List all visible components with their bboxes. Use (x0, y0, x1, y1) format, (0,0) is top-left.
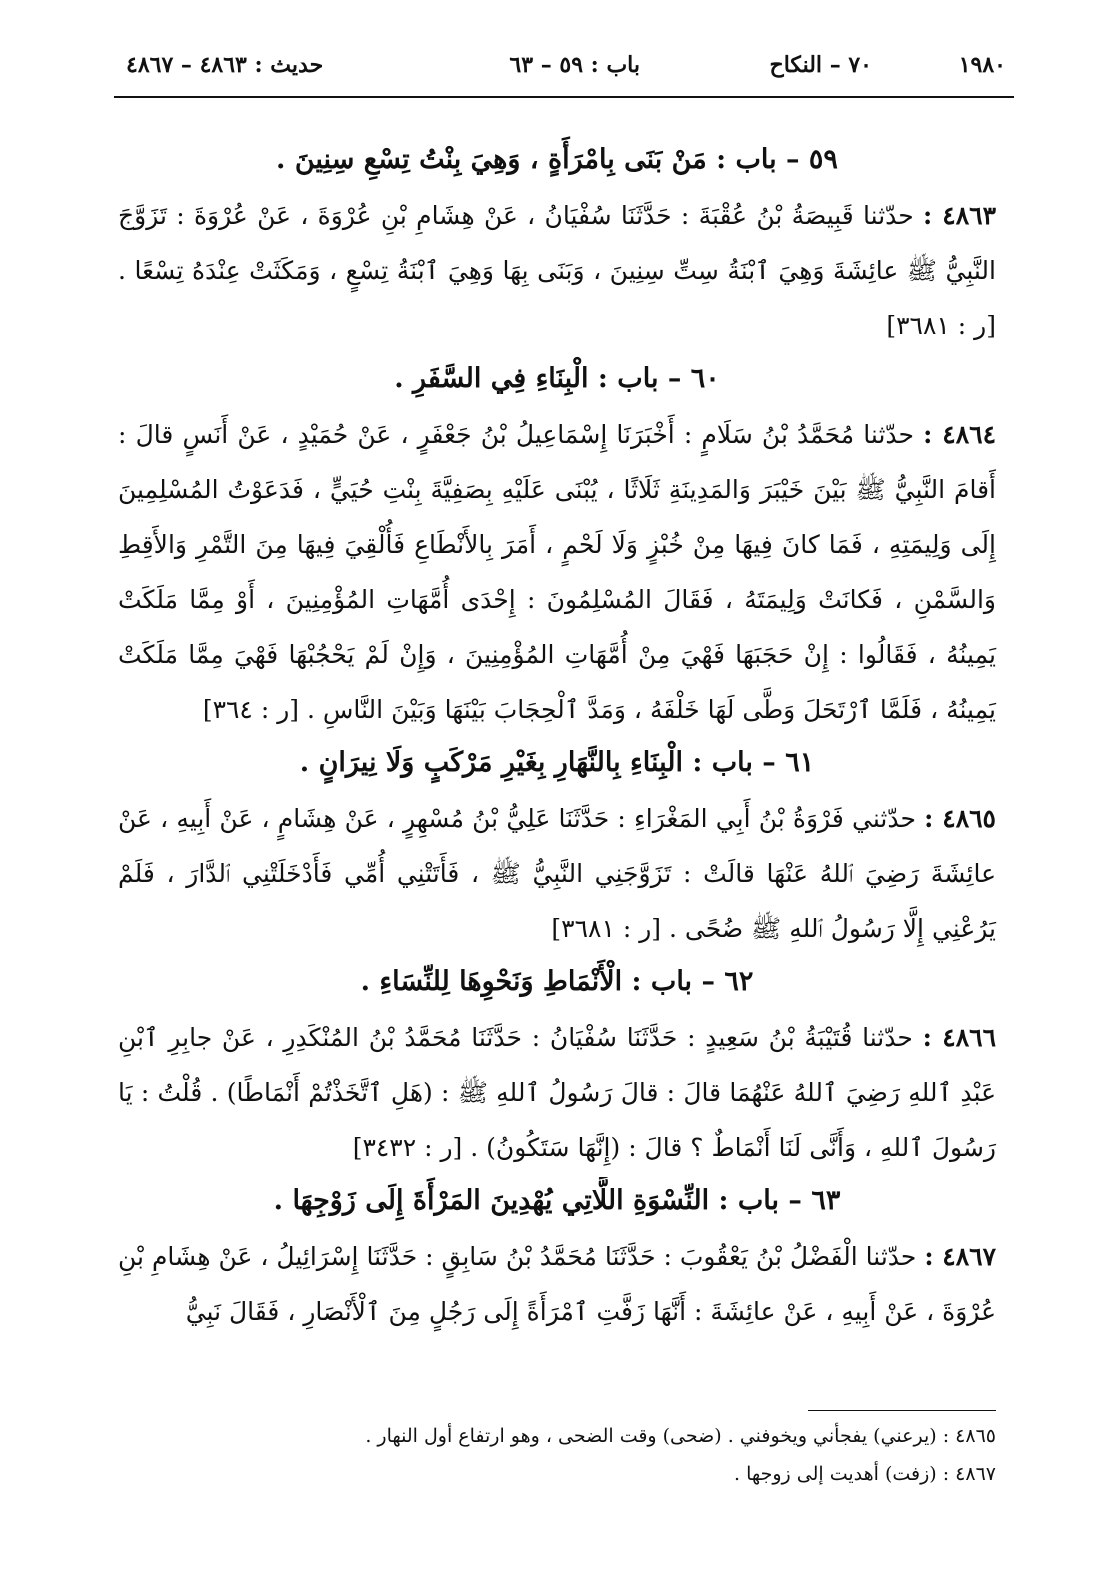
hadith-text: حدّثنا مُحَمَّدُ بْنُ سَلَامٍ : أَخْبَرَنَا إِسْمَاعِيلُ بْنُ جَعْفَرٍ ، عَنْ حُمَيْدٍ ، عَنْ أَنَسٍ قالَ : أَقامَ النَّبِيُّ ﷺ بَيْنَ خَيْبَرَ وَالمَدِينَةِ ثَلَاثًا ، يُبْنَى عَلَيْهِ بِصَفِيَّةَ بِنْتِ حُيَيٍّ ، فَدَعَوْتُ المُسْلِمِينَ إِلَى وَلِيمَتِهِ ، فَمَا كانَ فِيهَا مِنْ خُبْزٍ وَلَا لَحْمٍ ، أَمَرَ بِالأَنْطَاعِ فَأُلْقِيَ فِيهَا مِنَ التَّمْرِ وَالأَقِطِ وَالسَّمْنِ ، فَكانَتْ وَلِيمَتَهُ ، فَقَالَ المُسْلِمُونَ : إِحْدَى أُمَّهَاتِ المُؤْمِنِينَ ، أَوْ مِمَّا مَلَكَتْ يَمِينُهُ ، فَقَالُوا : إِنْ حَجَبَهَا فَهْيَ مِنْ أُمَّهَاتِ المُؤْمِنِينَ ، وَإِنْ لَمْ يَحْجُبْهَا فَهْيَ مِمَّا مَلَكَتْ يَمِينُهُ ، فَلَمَّا ٱرْتَحَلَ وَطَّى لَهَا خَلْفَهُ ، وَمَدَّ ٱلْحِجَابَ بَيْنَهَا وَبَيْنَ النَّاسِ . (118, 420, 996, 724)
footnote: ٤٨٦٥ : (يرعني) يفجأني ويخوفني . (ضحى) وقت الضحى ، وهو ارتفاع أول النهار . (365, 1425, 996, 1447)
chapter-heading: ٦٢ – باب : الْأَنْمَاطِ وَنَحْوِهَا لِلنِّسَاءِ . (360, 966, 754, 997)
hadith-number: ٤٨٦٧ : (924, 1242, 997, 1271)
hadith-paragraph (118, 791, 996, 956)
cross-reference: [ر : ٣٤٣٢] (352, 1133, 463, 1162)
page-number: ١٩٨٠ (958, 52, 1006, 78)
cross-reference: [ر : ٣٦٨١] (886, 311, 996, 340)
hadith-number: ٤٨٦٤ : (923, 420, 997, 449)
hadith-paragraph (118, 1010, 996, 1175)
running-header (118, 52, 1006, 92)
hadith-number: ٤٨٦٥ : (924, 804, 996, 833)
hadith-text: حدّثنا الْفَضْلُ بْنُ يَعْقُوبَ : حَدَّثَنَا مُحَمَّدُ بْنُ سَابِقٍ : حَدَّثَنَا إِسْرَائِيلُ ، عَنْ هِشَامِ بْنِ عُرْوَةَ ، عَنْ أَبِيهِ ، عَنْ عائِشَةَ : أَنَّهَا زَفَّتِ ٱمْرَأَةً إِلَى رَجُلٍ مِنَ ٱلْأَنْصَارِ ، فَقَالَ نَبِيُّ (118, 1242, 996, 1326)
hadith-paragraph (118, 407, 996, 737)
book-title: ٧٠ – النكاح (769, 52, 872, 78)
cross-reference: [ر : ٣٦٨١] (551, 914, 662, 943)
hadith-range: حديث : ٤٨٦٣ – ٤٨٦٧ (126, 52, 324, 78)
chapter-heading: ٦١ – باب : الْبِنَاءِ بِالنَّهَارِ بِغَيْرِ مَرْكَبٍ وَلَا نِيرَانٍ . (299, 747, 815, 778)
hadith-number: ٤٨٦٦ : (922, 1023, 996, 1052)
chapter-heading: ٥٩ – باب : مَنْ بَنَى بِامْرَأَةٍ ، وَهِيَ بِنْتُ تِسْعِ سِنِينَ . (276, 144, 838, 175)
header-divider (114, 96, 1014, 98)
main-text (118, 134, 996, 1341)
footnotes (118, 1410, 996, 1493)
chapter-range: باب : ٥٩ – ٦٣ (509, 52, 640, 78)
hadith-paragraph (118, 1229, 996, 1339)
chapter-heading: ٦٠ – باب : الْبِنَاءِ فِي السَّفَرِ . (394, 363, 720, 394)
chapter-heading: ٦٣ – باب : النِّسْوَةِ اللَّاتِي يُهْدِينَ المَرْأَةَ إِلَى زَوْجِهَا . (273, 1185, 841, 1216)
footnote: ٤٨٦٧ : (زفت) أهديت إلى زوجها . (733, 1463, 996, 1485)
hadith-text: حدّثنا قُتَيْبَةُ بْنُ سَعِيدٍ : حَدَّثَنَا سُفْيَانُ : حَدَّثَنَا مُحَمَّدُ بْنُ المُنْكَدِرِ ، عَنْ جابِرِ ٱبْنِ عَبْدِ ٱللهِ رَضِيَ ٱللهُ عَنْهُمَا قالَ : قالَ رَسُولُ ٱللهِ ﷺ : (هَلِ ٱتَّخَذْتُمْ أَنْمَاطًا) . قُلْتُ : يَا رَسُولَ ٱللهِ ، وَأَنَّى لَنَا أَنْمَاطٌ ؟ قالَ : (إِنَّهَا سَتَكُونُ) . (118, 1023, 996, 1162)
hadith-text: حدّثني فَرْوَةُ بْنُ أَبِي المَغْرَاءِ : حَدَّثَنَا عَلِيُّ بْنُ مُسْهِرٍ ، عَنْ هِشَامٍ ، عَنْ أَبِيهِ ، عَنْ عائِشَةَ رَضِيَ ٱللهُ عَنْهَا قالَتْ : تَزَوَّجَنِي النَّبِيُّ ﷺ ، فَأَتَتْنِي أُمِّي فَأَدْخَلَتْنِي ٱلدَّارَ ، فَلَمْ يَرُعْنِي إِلَّا رَسُولُ ٱللهِ ﷺ ضُحًى . (118, 804, 996, 943)
hadith-text: حدّثنا قَبِيصَةُ بْنُ عُقْبَةَ : حَدَّثَنَا سُفْيَانُ ، عَنْ هِشَامِ بْنِ عُرْوَةَ ، عَنْ عُرْوَةَ : تَزَوَّجَ النَّبِيُّ ﷺ عائِشَةَ وَهِيَ ٱبْنَةُ سِتِّ سِنِينَ ، وَبَنَى بِهَا وَهِيَ ٱبْنَةُ تِسْعٍ ، وَمَكَثَتْ عِنْدَهُ تِسْعًا . (118, 201, 996, 285)
hadith-number: ٤٨٦٣ : (923, 201, 996, 230)
cross-reference: [ر : ٣٦٤] (202, 695, 300, 724)
hadith-paragraph (118, 188, 996, 353)
